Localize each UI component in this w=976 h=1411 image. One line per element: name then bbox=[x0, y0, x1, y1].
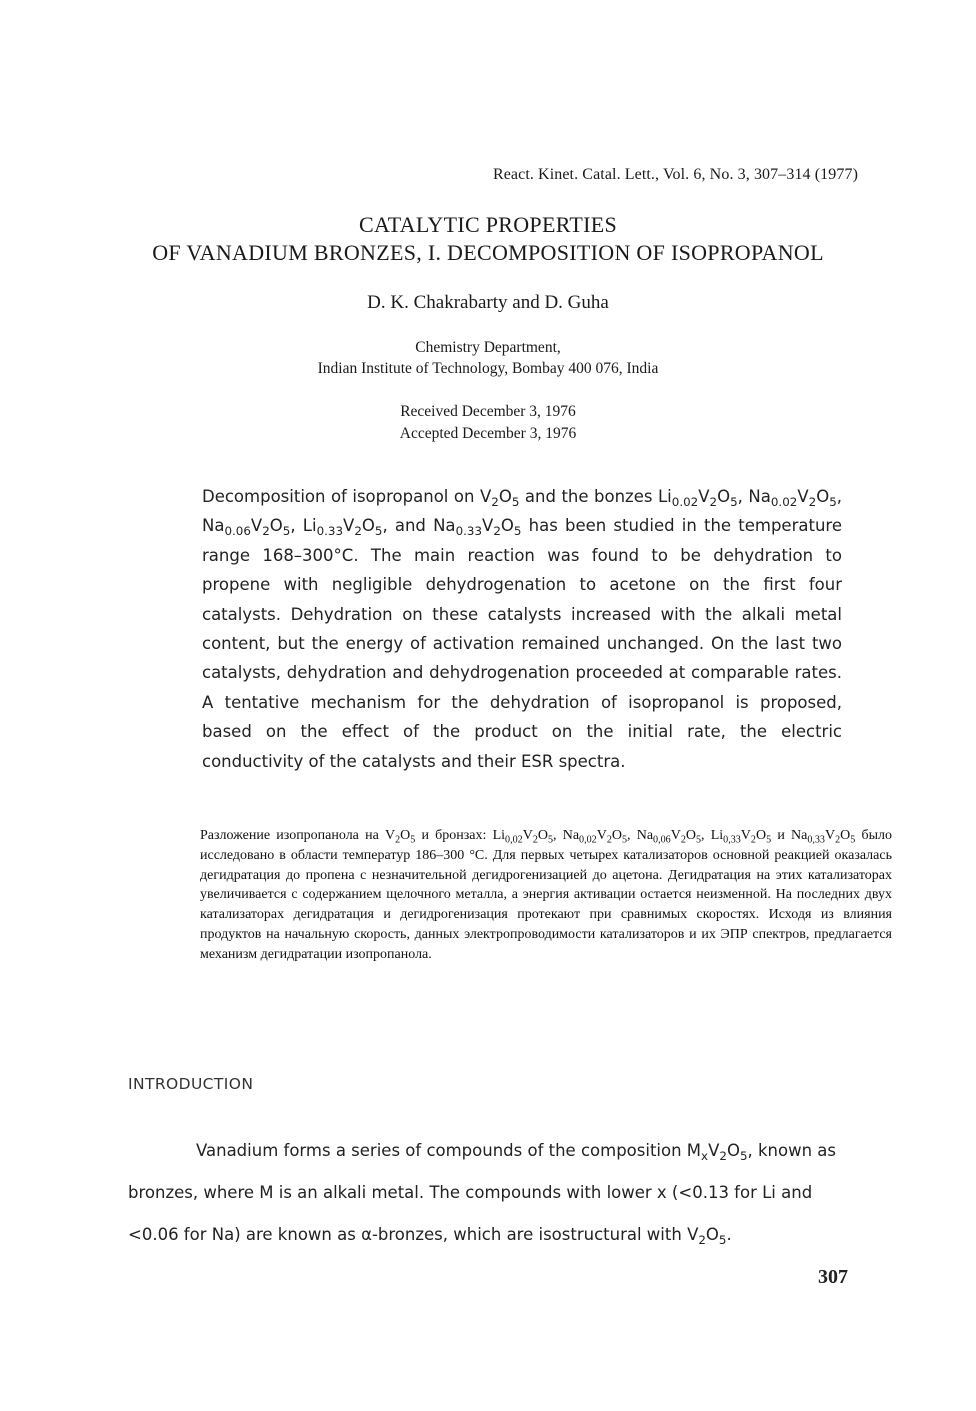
affiliation-department: Chemistry Department, bbox=[415, 339, 561, 356]
title-line-2: OF VANADIUM BRONZES, I. DECOMPOSITION OF ISOPROPANOL bbox=[152, 240, 824, 265]
introduction-paragraph: Vanadium forms a series of compounds of the composition $M_xV_2O_5$, known as bronzes, where M is an alkali metal. The compounds with lower x (<0.13 for Li and <0.06 for Na) are known as α-bronzes, which are isostructural with $V_2O_5$. bbox=[128, 1141, 837, 1248]
received-date: Received December 3, 1976 bbox=[400, 403, 576, 420]
accepted-date: Accepted December 3, 1976 bbox=[399, 425, 577, 442]
journal-citation: React. Kinet. Catal. Lett., Vol. 6, No. 3, 307–314 (1977) bbox=[492, 166, 858, 183]
russian-abstract: Разложение изопропанола на $V_2O_5$ и бронзах: $Li_{0,02}V_2O_5$, $Na_{0,02}V_2O_5$, $Na_{0,06}V_2O_5$, $Li_{0,33}V_2O_5$ и $Na_{0,33}V_2O_5$ было исследовано в области температур 186–300 °C. Для первых четырех катализаторов основной реакцией оказалась дегидратация до пропена с незначительной дегидрогенизацией до ацетона. Дегидратация на этих катализаторах увеличивается с содержанием щелочного металла, а энергия активации остается неизменной. На последних двух катализаторах дегидратация и дегидрогенизация протекают при сравнимых скоростях. Исходя из влияния продуктов на начальную скорость, данных электропроводимости катализаторов и их ЭПР спектров, предлагается механизм дегидратации изопропанола. bbox=[200, 828, 893, 962]
english-abstract: Decomposition of isopropanol on $V_2O_5$ and the bonzes $Li_{0.02}V_2O_5$, $Na_{0.02}V_2O_5$, $Na_{0.06}V_2O_5$, $Li_{0.33}V_2O_5$, and $Na_{0.33}V_2O_5$ has been studied in the temperature range 168–300°C. The main reaction was found to be dehydration to propene with negligible dehydrogenation to acetone on the first four catalysts. Dehydration on these catalysts increased with the alkali metal content, but the energy of activation remained unchanged. On the last two catalysts, dehydration and dehydrogenation proceeded at comparable rates. A tentative mechanism for the dehydration of isopropanol is proposed, based on the effect of the product on the initial rate, the electric conductivity of the catalysts and their ESR spectra. bbox=[202, 487, 842, 771]
affiliation-institute: Indian Institute of Technology, Bombay 400 076, India bbox=[317, 360, 659, 377]
authors: D. K. Chakrabarty and D. Guha bbox=[367, 292, 609, 313]
page-number: 307 bbox=[818, 1266, 848, 1288]
introduction-heading: INTRODUCTION bbox=[128, 1075, 254, 1093]
title-line-1: CATALYTIC PROPERTIES bbox=[358, 212, 617, 237]
